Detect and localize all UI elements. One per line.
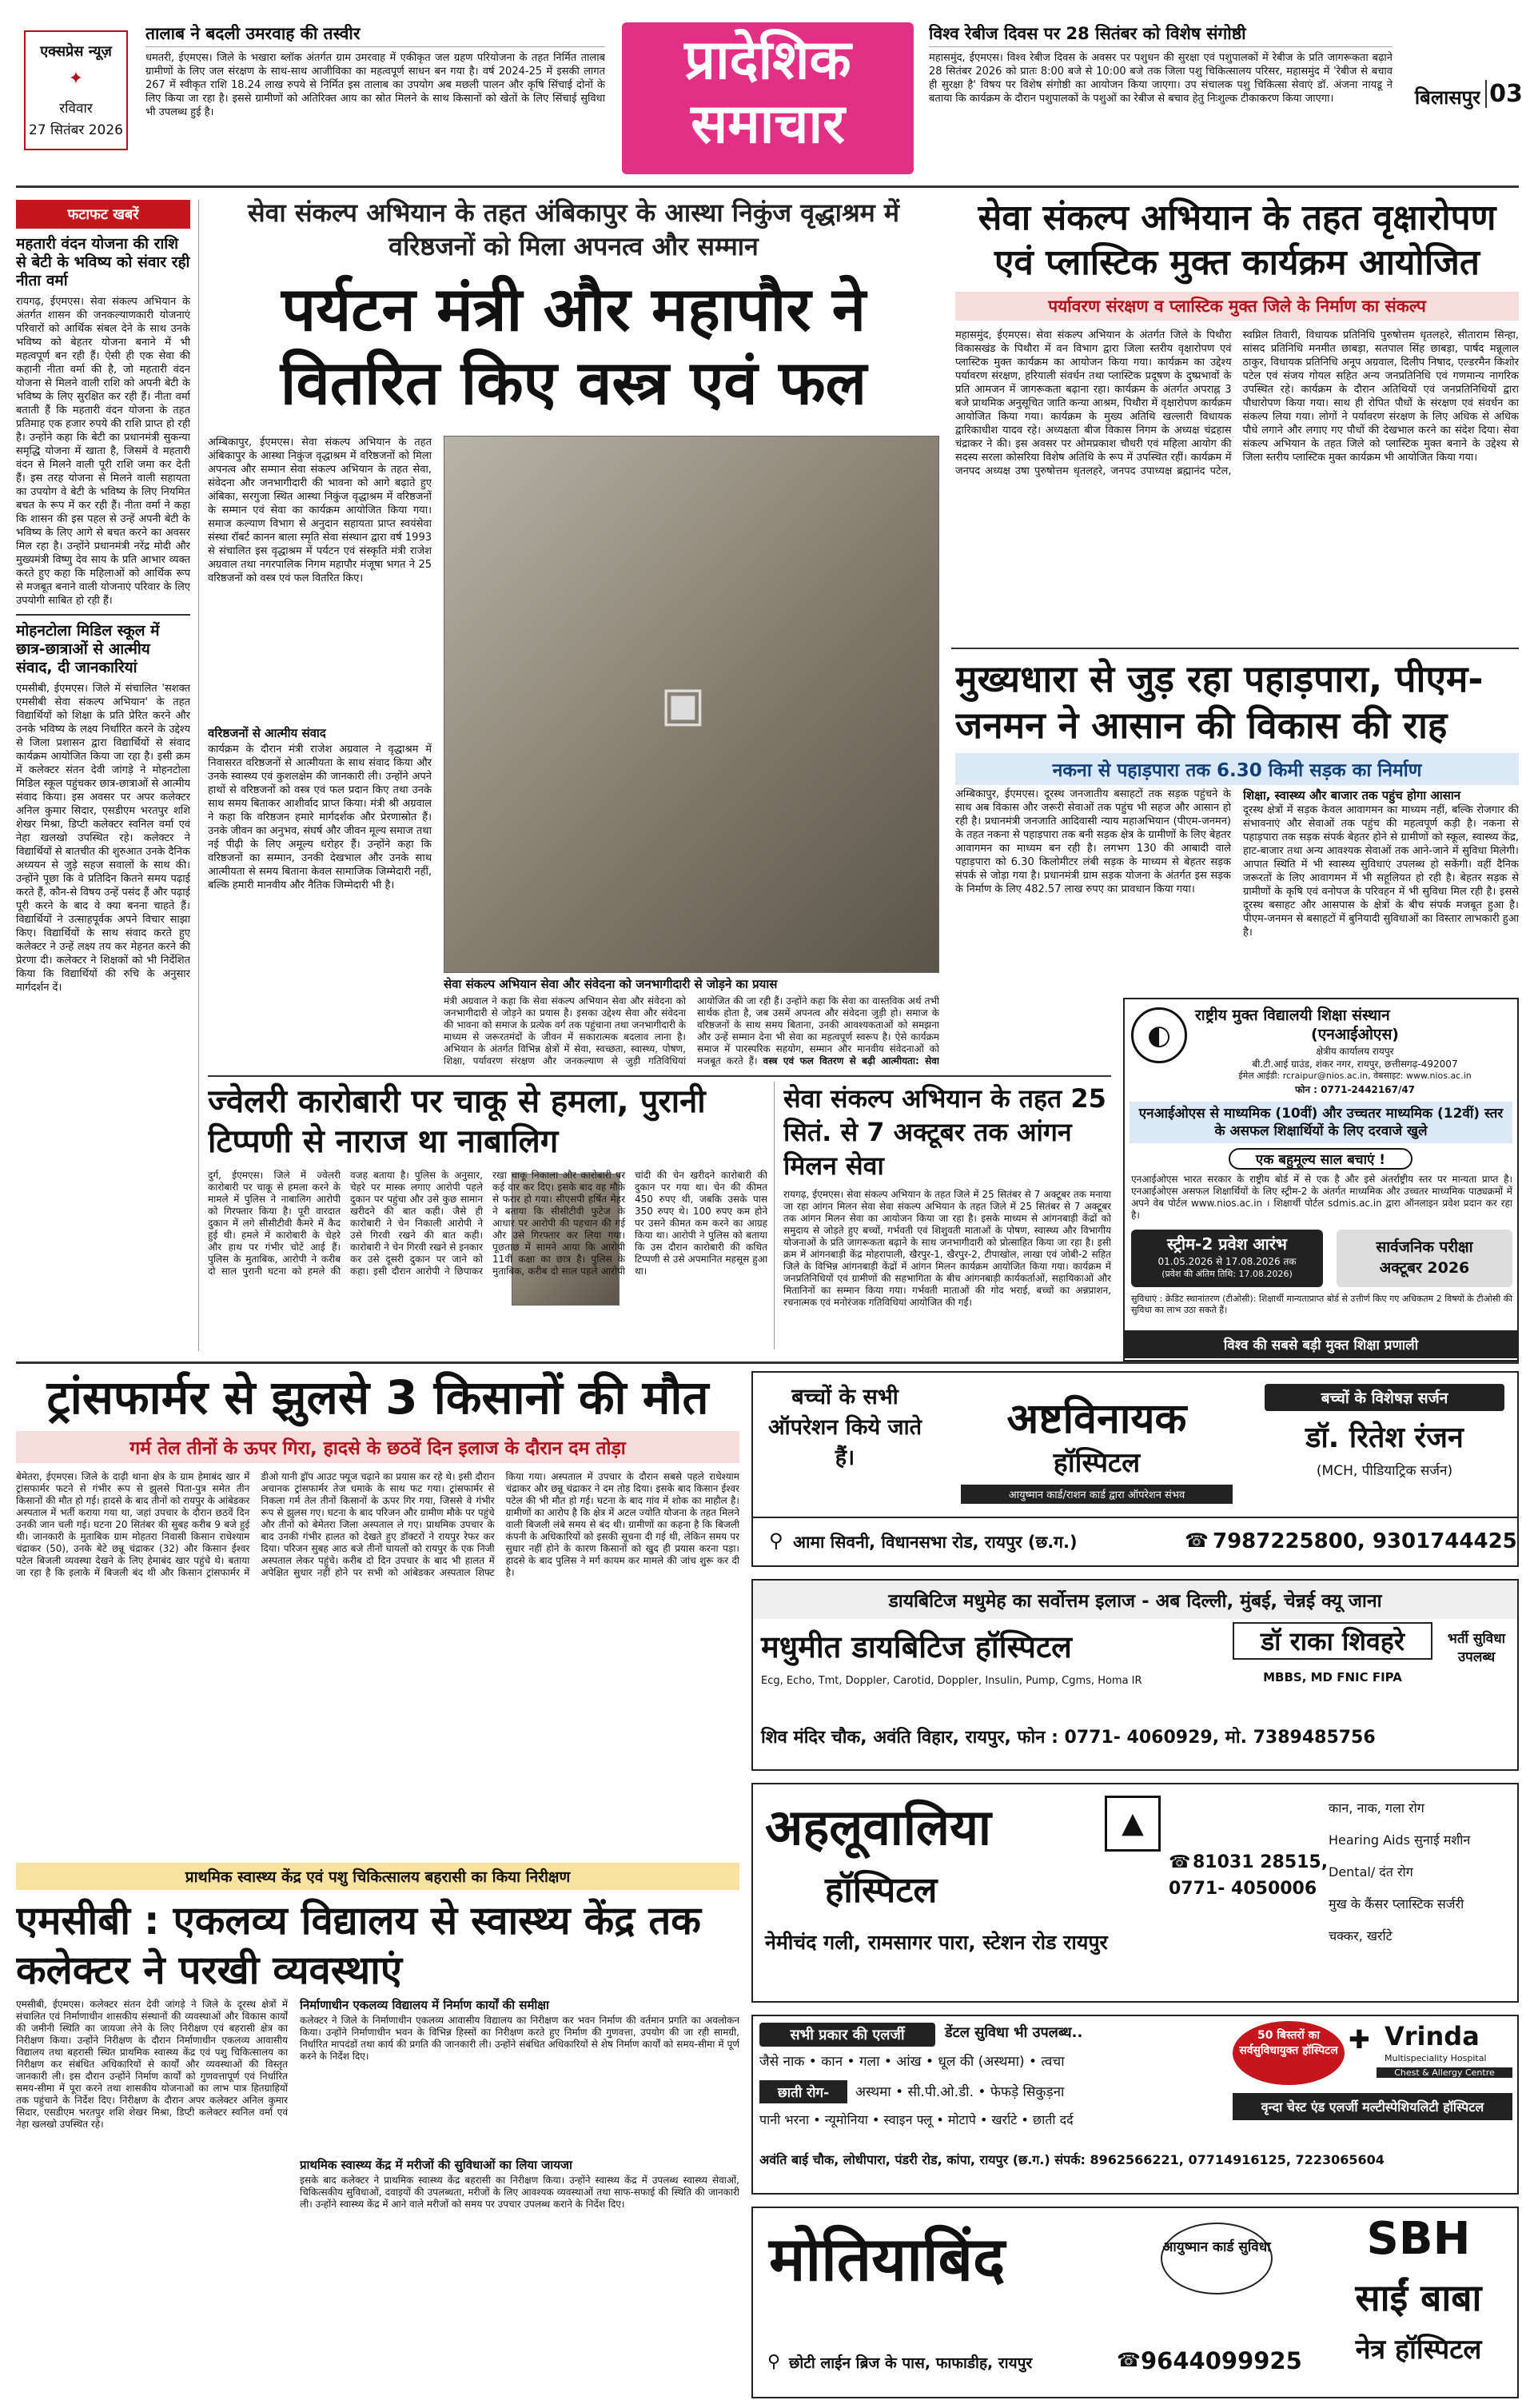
story7-kicker: प्राथमिक स्वास्थ्य केंद्र एवं पशु चिकित्सालय बहरासी का किया निरीक्षण [16,1863,739,1890]
madhu-degree: MBBS, MD FNIC FIPA [1263,1670,1402,1684]
brief-right-text: महासमुंद, ईएमएस। विश्व रेबीज दिवस के अवसर पर पशुधन की सुरक्षा एवं पशुपालकों में रेबीज के प्रति जागरूकता बढ़ाने 28 सितंबर 2026 को प्रातः 8:00 बजे से 10:00 बजे तक जिला पशु चिकित्सालय परिसर, महासमुंद में 'रेबीज से बचाव ही सुरक्षा है' विषय पर विशेष संगोष्ठी का आयोजन किया जाएगा। उप संचालक पशु चिकित्सा सेवाएं डॉ. अंजना नायडू ने बताया कि कार्यक्रम के दौरान पशुपालकों के पशुओं का रेबीज से बचाव हेतु निःशुल्क टीकाकरण किया जाएगा। [929,52,1393,105]
brand-star-icon: ✦ [68,69,84,89]
vrinda-line3: पानी भरना • न्यूमोनिया • स्वाइन फ्लू • मोटापे • खर्राटे • छाती दर्द [759,2112,1074,2127]
fatafat-rule [198,200,199,1351]
ashta-left: बच्चों के सभी ऑपरेशन किये जाते हैं। [768,1385,922,1470]
vrinda-line1: जैसे नाक • कान • गला • आंख • धूल की (अस्थमा) • त्वचा [759,2054,1065,2070]
vrinda-beds: 50 बिस्तरों का सर्वसुविधायुक्त हॉस्पिटल [1233,2021,1345,2085]
story-durg [208,1082,767,1354]
brief-right-title: विश्व रेबीज दिवस पर 28 सितंबर को विशेष संगोष्ठी [929,24,1393,47]
ahlu-phone-icon: ☎ [1169,1852,1191,1872]
story1-body-3: वस्त्र एवं फल वितरण से बढ़ी आत्मीयता: सेवा [763,1055,939,1066]
top-brief-right [929,24,1393,168]
nios-banner: एनआईओएस से माध्यमिक (10वीं) और उच्चतर माध्यमिक (12वीं) स्तर के असफल शिक्षार्थियों के लिए दरवाजे खुले [1130,1102,1512,1143]
story2-headline: सेवा संकल्प अभियान के तहत वृक्षारोपण एवं प्लास्टिक मुक्त कार्यक्रम आयोजित [978,197,1496,283]
vrinda-allergy: सभी प्रकार की एलर्जी [759,2023,935,2047]
ashta-doctor: डॉ. रितेश रंजन [1305,1421,1464,1454]
ashta-degree: (MCH, पीडियाट्रिक सर्जन) [1316,1463,1453,1479]
fatafat-column [16,200,190,1355]
section-title-line2: समाचार [691,93,845,156]
ashta-card: आयुष्मान कार्ड/राशन कार्ड द्वारा ऑपरेशन संभव [961,1485,1233,1504]
nios-late: (प्रवेश की अंतिम तिथि: 17.08.2026) [1161,1269,1293,1279]
brief-left-title: तालाब ने बदली उमरवाह की तस्वीर [145,24,605,47]
story2-sub: पर्यावरण संरक्षण व प्लास्टिक मुक्त जिले के निर्माण का संकल्प [955,292,1519,321]
ahlu-service-5: चक्कर, खर्राटे [1329,1928,1393,1944]
story7-subhead1: निर्माणाधीन एकलव्य विद्यालय में निर्माण कार्यों की समीक्षा [300,1998,549,2012]
story7-subhead2: प्राथमिक स्वास्थ्य केंद्र में मरीजों की सुविधाओं का लिया जायजा [300,2158,572,2172]
madhu-name: मधुमीत डायबिटिज हॉस्पिटल [761,1629,1072,1664]
story-mcb [16,1863,739,2398]
page-number: 03 [1485,80,1525,108]
moti-address: छोटी लाईन ब्रिज के पास, फाफाडीह, रायपुर [789,2354,1033,2372]
section-title-line1: प्रादेशिक [684,29,851,92]
ashta-hosp: हॉस्पिटल [1053,1447,1141,1479]
ahlu-service-2: Hearing Aids सुनाई मशीन [1329,1832,1471,1848]
ashta-phone: 7987225800, 9301744425 [1213,1529,1517,1553]
vrinda-chest: छाती रोग- [759,2080,847,2103]
date-box [24,30,128,150]
vrinda-lung-icon: ✚ [1349,2024,1370,2055]
masthead-rule [16,185,1519,188]
ahlu-logo-icon: ▲ [1105,1796,1161,1852]
story4-headline: ज्वेलरी कारोबारी पर चाकू से हमला, पुरानी टिप्पणी से नाराज था नाबालिग [208,1083,706,1160]
story3-sub: नकना से पहाड़पारा तक 6.30 किमी सड़क का निर्माण [955,753,1519,785]
story1-subhead: वरिष्ठजनों से आत्मीय संवाद [208,726,326,740]
location-pin-icon: ⚲ [769,1529,783,1552]
story1-body: कार्यक्रम के दौरान मंत्री राजेश अग्रवाल ने वृद्धाश्रम में निवासरत वरिष्ठजनों से आत्मीयता के साथ संवाद किया और उनके स्वास्थ्य एवं कुशलक्षेम की जानकारी ली। उन्होंने अपने हाथों से वरिष्ठजनों को वस्त्र एवं फल प्रदान किए तथा उनके साथ समय बिताकर आशीर्वाद प्राप्त किया। मंत्री श्री अग्रवाल ने कहा कि वरिष्ठजन हमारे मार्गदर्शक और प्रेरणास्रोत हैं। उनके जीवन का अनुभव, संघर्ष और जीवन मूल्य समाज तथा नई पीढ़ी के लिए अमूल्य धरोहर हैं। उन्होंने कहा कि वरिष्ठजनों का सम्मान, उनकी देखभाल और उनके साथ आत्मीयता से समय बिताना केवल सामाजिक जिम्मेदारी नहीं, बल्कि हमारी मानवीय और नैतिक जिम्मेदारी भी है। [208,744,432,891]
vrinda-sub2: Chest & Allergy Centre [1377,2067,1512,2078]
story4-5-rule [774,1082,775,1350]
story-aangan [783,1082,1111,1354]
story5-headline: सेवा संकल्प अभियान के तहत 25 सितं. से 7 अक्टूबर तक आंगन मिलन सेवा [783,1083,1106,1181]
story1-intro: अम्बिकापुर, ईएमएस। सेवा संकल्प अभियान के तहत अंबिकापुर के आस्था निकुंज वृद्धाश्रम में वरिष्ठजनों को मिला अपनत्व और सम्मान सेवा संकल्प अभियान के तहत सेवा, संवेदना और जनभागीदारी की भावना को आगे बढ़ाते हुए अंबिका, सरगुजा स्थित आस्था निकुंज वृद्धाश्रम में वरिष्ठजनों के सम्मान एवं सेवा का कार्यक्रम आयोजित किया गया। समाज कल्याण विभाग से अनुदान सहायता प्राप्त स्वयंसेवा संस्था रॉबर्ट कानन बाला स्मृति सेवा संस्थान द्वारा वर्ष 1993 से संचालित इस वृद्धाश्रम में पर्यटन एवं संस्कृति मंत्री राजेश अग्रवाल तथा नगरपालिक निगम महापौर मंजूषा भगत ने 25 वरिष्ठजनों को वस्त्र एवं फल वितरित किए। [208,437,432,584]
vrinda-address: अवंति बाई चौक, लोधीपारा, पंडरी रोड, कांपा, रायपुर (छ.ग.) संपर्क: 8962566221, 07714916125, 7223065604 [759,2152,1385,2167]
moti-card: आयुष्मान कार्ड सुविधा [1161,2223,1273,2294]
story6-body: बेमेतरा, ईएमएस। जिले के दाढ़ी थाना क्षेत्र के ग्राम हेमाबंद खार में ट्रांसफार्मर फटने से गंभीर रूप से झुलसे पिता-पुत्र समेत तीन किसानों की मौत हो गई। हादसे के बाद तीनों को रायपुर के आंबेडकर अस्पताल में भर्ती कराया गया था, जहां उपचार के दौरान छठवें दिन उनकी जान चली गई। घटना 20 सितंबर की सुबह करीब 9 बजे हुई थी। जानकारी के मुताबिक ग्राम मोहतरा निवासी किसान राधेश्याम चंद्राकर (50), उनके बेटे छन्नू चंद्राकर (32) और किसान ईश्वर पटेल बिजली व्यवस्था देखने के लिए हेमाबंद खार पहुंचे थे। बताया जा रहा है कि इलाके में बिजली बंद थी और किसान ट्रांसफार्मर में डीओ यानी ड्रॉप आउट फ्यूज चढ़ाने का प्रयास कर रहे थे। इसी दौरान अचानक ट्रांसफार्मर तेज धमाके के साथ फट गया। ट्रांसफार्मर से निकला गर्म तेल तीनों किसानों के ऊपर गिर गया, जिससे वे गंभीर रूप से झुलस गए। घटना के बाद परिजन और ग्रामीण मौके पर पहुंचे और तीनों को बेमेतरा जिला अस्पताल ले गए। प्राथमिक उपचार के बाद उनकी गंभीर हालत को देखते हुए डॉक्टरों ने रायपुर रेफर कर दिया। परिजन सुबह आठ बजे तीनों घायलों को रायपुर के एक निजी अस्पताल लेकर पहुंचे। करीब दो दिन उपचार के बाद भी हालत में अपेक्षित सुधार नहीं होने पर सभी को आंबेडकर अस्पताल शिफ्ट किया गया। अस्पताल में उपचार के दौरान सबसे पहले राधेश्याम चंद्राकर और छन्नू चंद्राकर ने दम तोड़ दिया। इसके बाद किसान ईश्वर पटेल की भी मौत हो गई। घटना के बाद गांव में शोक का माहौल है। ग्रामीणों का आरोप है कि क्षेत्र में अटल ज्योति योजना के तहत मिलने वाली बिजली लंबे समय से बंद थी। ग्रामीणों का कहना है कि बिजली कंपनी के अधिकारियों को इसकी सूचना दी गई थी, लेकिन समय पर सुधार नहीं होने के कारण किसानों को खुद ही प्रयास करना पड़ा। हादसे के बाद पुलिस ने मर्ग कायम कर मामले की जांच शुरू कर दी है। [16,1471,739,1578]
photo-placeholder-icon: ▣ [660,676,706,732]
fatafat-item1-title: महतारी वंदन योजना की राशि से बेटी के भविष्य को संवार रही नीता वर्मा [16,235,190,289]
madhu-banner: डायबिटिज मधुमेह का सर्वोत्तम इलाज - अब दिल्ली, मुंबई, चेन्नई क्यू जाना [753,1581,1517,1619]
nios-logo-icon: ◐ [1131,1007,1187,1063]
fatafat-item2-title: मोहनटोला मिडिल स्कूल में छात्र-छात्राओं से आत्मीय संवाद, दी जानकारियां [16,622,160,676]
story3-body-2: दूरस्थ क्षेत्रों में सड़क केवल आवागमन का माध्यम नहीं, बल्कि रोजगार की संभावनाएं और सेवाओं तक पहुंच की महत्वपूर्ण कड़ी है। नकना से पहाड़पारा तक सड़क संपर्क बेहतर होने से ग्रामीणों को स्कूल, स्वास्थ्य केंद्र, हाट-बाजार तथा अन्य आवश्यक सेवाओं तक आने-जाने में सुविधा मिलेगी। आपात स्थिति में भी स्वास्थ्य सुविधाएं उपलब्ध हो सकेंगी। वहीं दैनिक जरूरतों के लिए आवागमन में भी सहूलियत हो रही है। बेहतर सड़क से ग्रामीणों के कृषि एवं वनोपज के परिवहन में भी सुविधा मिल रही है। इससे दूरस्थ बसाहट और आसपास के क्षेत्रों के बीच संपर्क मजबूत हुआ है। पीएम-जनमन से बसाहटों में बुनियादी सुविधाओं का विस्तार लाभकारी हुआ है। [1243,804,1519,939]
mid-rule [16,1361,1519,1364]
vrinda-line2: अस्थमा • सी.पी.ओ.डी. • फेफड़े सिकुड़ना [855,2084,1065,2100]
story-paharpara [955,656,1519,975]
story-transformer [16,1369,739,1912]
nios-exam: सार्वजनिक परीक्षा [1376,1238,1473,1256]
nios-phone: फोन : 0771-2442167/47 [1294,1084,1416,1095]
story7-body-2: कलेक्टर ने जिले के निर्माणाधीन एकलव्य आवासीय विद्यालय का निरीक्षण कर भवन निर्माण की वर्तमान प्रगति का अवलोकन किया। उन्होंने निर्माणाधीन भवन के विभिन्न हिस्सों का निरीक्षण करते हुए निर्माण की गुणवत्ता, उपयोग की जा रही सामग्री, निर्धारित मापदंडों तथा कार्य की प्रगति की जानकारी ली। उन्होंने संबंधित अधिकारियों से शेष निर्माण कार्यों को समय-सीमा में पूर्ण करने के निर्देश दिए। [300,2015,739,2062]
story1-photo [444,436,939,973]
ad-motiyabind [751,2207,1519,2398]
moti-location-icon: ⚲ [767,2352,781,2372]
ashta-address: आमा सिवनी, विधानसभा रोड, रायपुर (छ.ग.) [793,1533,1078,1552]
story1-body-2: मंत्री अग्रवाल ने कहा कि सेवा संकल्प अभियान सेवा और संवेदना को जनभागीदारी से जोड़ने का प्रयास है। इसका उद्देश्य सेवा और संवेदना की भावना को समाज के प्रत्येक वर्ग तक पहुंचाना तथा जनभागीदारी के माध्यम से जरूरतमंदों के जीवन में सकारात्मक बदलाव लाना है। अभियान के अंतर्गत विभिन्न क्षेत्रों में सेवा, स्वच्छता, स्वास्थ्य, पोषण, शिक्षा, पर्यावरण संरक्षण और जनकल्याण से जुड़ी गतिविधियां आयोजित की जा रही हैं। उन्होंने कहा कि सेवा का वास्तविक अर्थ तभी सार्थक होता है, जब उसमें अपनत्व और संवेदना जुड़ी हो। समाज के वरिष्ठजनों के साथ समय बिताना, उनकी आवश्यकताओं को समझना और उन्हें सम्मान देना भी सेवा का महत्वपूर्ण स्वरूप है। ऐसे कार्यक्रम समाज में पारस्परिक सहयोग, सम्मान और मानवीय संवेदनाओं को मजबूत करते हैं। [444,995,939,1066]
story1-headline: पर्यटन मंत्री और महापौर ने वितरित किए वस्त्र एवं फल [280,273,867,418]
sai-logo: SBH [1366,2213,1471,2265]
ahlu-phone2: 0771- 4050006 [1169,1879,1317,1899]
nios-office: क्षेत्रीय कार्यालय रायपुर [1316,1046,1394,1057]
vrinda-name: Vrinda [1385,2021,1480,2051]
ahlu-phone1: 81031 28515, [1193,1852,1329,1872]
issue-day: रविवार [59,101,93,117]
story7-headline: एमसीबी : एकलव्य विद्यालय से स्वास्थ्य केंद्र तक कलेक्टर ने परखी व्यवस्थाएं [16,1898,701,1993]
fatafat-item1-text: रायगढ़, ईएमएस। सेवा संकल्प अभियान के अंतर्गत शासन की जनकल्याणकारी योजनाएं परिवारों को आर्थिक संबल देने के साथ उनके भविष्य को बेहतर योजना बनाने में भी महत्वपूर्ण बन रही हैं। ऐसी ही एक सेवा की कहानी नीता वर्मा की है, जो महतारी वंदन योजना से मिलने वाली राशि को अपनी बेटी के भविष्य के लिए सुरक्षित कर रही हैं। नीता वर्मा बताती हैं कि महतारी वंदन योजना के तहत प्रतिमाह एक हजार रुपये की राशि प्राप्त हो रही है। उन्होंने कहा कि बेटी का प्रधानमंत्री सुकन्या समृद्धि योजना में खाता है, जिसमें वे महतारी वंदन से मिलने वाली पूरी राशि जमा कर देती हैं। इस तरह योजना से मिलने वाली सहायता का उपयोग वे बेटी के भविष्य के लिए नियमित बचत के रूप में कर रही हैं। नीता वर्मा ने कहा कि शासन की इस पहल से उन्हें अपनी बेटी के भविष्य के लिए आगे से बचत करने का अवसर मिल रहा है। उन्होंने प्रधानमंत्री नरेंद्र मोदी और मुख्यमंत्री विष्णु देव साय के प्रति आभार व्यक्त करते हुए कहा कि महिलाओं को आर्थिक रूप से मजबूत बनाने वाली योजनाएं परिवार के लिए उपयोगी साबित हो रही हैं। [16,296,190,607]
madhu-services: Ecg, Echo, Tmt, Doppler, Carotid, Doppler, Insulin, Pump, Cgms, Homa IR [761,1675,1142,1687]
ahlu-address: नेमीचंद गली, रामसागर पारा, स्टेशन रोड रायपुर [765,1931,1108,1954]
nios-opportunity: एक बहुमूल्य साल बचाएं ! [1229,1148,1412,1170]
story3-headline: मुख्यधारा से जुड़ रहा पहाड़पारा, पीएम-जनमन ने आसान की विकास की राह [955,657,1484,747]
section-banner [622,22,914,174]
brand-name: एक्सप्रेस न्यूज़ [40,43,112,60]
nios-email: ईमेल आईडी: rcraipur@nios.ac.in, वेबसाइट: www.nios.ac.in [1238,1070,1472,1081]
story4-rule [208,1075,1111,1077]
nios-exam-month: अक्टूबर 2026 [1379,1259,1470,1277]
masthead [0,0,1534,185]
ahlu-services [1329,1792,1512,1952]
nios-dates: 01.05.2026 से 17.08.2026 तक [1157,1256,1297,1267]
fatafat-divider [16,614,190,616]
nios-stream-box [1131,1230,1323,1287]
ad-ahluwalia [751,1783,1519,2003]
moti-phone: 9644099925 [1141,2347,1302,2374]
nios-stream: स्ट्रीम-2 प्रवेश आरंभ [1167,1234,1287,1254]
story1-kicker: सेवा संकल्प अभियान के तहत अंबिकापुर के आस्था निकुंज वृद्धाश्रम में वरिष्ठजनों को मिला अपनत्व और सम्मान [247,197,900,261]
moti-phone-icon: ☎ [1117,2349,1141,2371]
story3-subhead: शिक्षा, स्वास्थ्य और बाजार तक पहुंच होगा आसान [1243,788,1461,803]
ahlu-hosp: हॉस्पिटल [825,1870,938,1911]
madhu-doctor: डॉ राका शिवहरे [1233,1622,1432,1660]
madhu-address: शिव मंदिर चौक, अवंति विहार, रायपुर, फोन : 0771- 4060929, मो. 7389485756 [761,1728,1376,1748]
issue-date: 27 सितंबर 2026 [29,122,123,138]
sai-name: साईं बाबा [1355,2276,1482,2319]
ahlu-service-4: मुख के कैंसर प्लास्टिक सर्जरी [1329,1896,1464,1912]
story6-headline: ट्रांसफार्मर से झुलसे 3 किसानों की मौत [46,1370,709,1425]
ashta-spec: बच्चों के विशेषज्ञ सर्जन [1265,1384,1504,1411]
nios-abbr: (एनआईओएस) [1311,1026,1399,1043]
sai-hosp: नेत्र हॉस्पिटल [1355,2334,1482,2366]
top-brief-left [145,24,605,168]
ashta-name: अष्टविनायक [1006,1395,1187,1443]
nios-exam-box [1337,1230,1512,1287]
ad-ashtavinayak [751,1371,1519,1567]
story5-body: रायगढ़, ईएमएस। सेवा संकल्प अभियान के तहत जिले में 25 सितंबर से 7 अक्टूबर तक मनाया जा रहा आंगन मिलन सेवा सेवा संकल्प अभियान के तहत जिले में 25 सितंबर से 7 अक्टूबर तक आंगन मिलन सेवा का आयोजन किया जा रहा है। इसके माध्यम से आंगनबाड़ी केंद्रों को समुदाय से जोड़ते हुए बच्चों, गर्भवती एवं शिशुवती माताओं के पोषण, स्वास्थ्य और विभागीय योजनाओं के प्रति जागरूकता बढ़ाने के साथ जनभागीदारी को प्रोत्साहित किया जा रहा है। इसी क्रम में आंगनबाड़ी केंद्र मोहरापाली, खैरपुर-1, खैरपुर-2, टीपाखोल, लाखा एवं जोबी-2 सहित जिले के विभिन्न आंगनबाड़ी केंद्रों में आंगन मिलन कार्यक्रम आयोजित किया गया। कार्यक्रम में जनप्रतिनिधियों एवं ग्रामीणों की सहभागिता के बीच आंगनबाड़ी कार्यकर्ताओं, सहायिकाओं और मितानिनों का सम्मान किया गया। गर्भवती माताओं की गोद भराई, बच्चों का अन्नप्राशन, रचनात्मक एवं मनोरंजक गतिविधियां आयोजित की गईं। [783,1189,1111,1308]
story-ambikapur [208,196,939,1031]
vrinda-dental: डेंटल सुविधा भी उपलब्ध.. [945,2024,1083,2041]
phone-icon: ☎ [1185,1529,1209,1552]
vrinda-sub: Multispeciality Hospital [1385,2053,1487,2063]
story1-caption: सेवा संकल्प अभियान सेवा और संवेदना को जनभागीदारी से जोड़ने का प्रयास [444,977,778,991]
story4-body: दुर्ग, ईएमएस। जिले में ज्वेलरी कारोबारी पर चाकू से हमला करने के मामले में पुलिस ने नाबालिग आरोपी को गिरफ्तार किया है। पूरी वारदात दुकान में लगे सीसीटीवी कैमरे में कैद हुई थी। हमले में कारोबारी के चेहरे और हाथ पर गंभीर चोटें आई हैं। पुलिस के मुताबिक, आरोपी ने करीब दो साल पुरानी घटना को हमले की वजह बताया है। पुलिस के अनुसार, चेहरे पर मास्क लगाए आरोपी पहले दुकान पर पहुंचा और उसे कुछ सामान खरीदने की बात कही। जैसे ही कारोबारी ने चेन निकाली आरोपी ने उसे गिरवी रखने की बात कही। कारोबारी ने चेन गिरवी रखने से इनकार कर उसे दूसरी दुकान पर जाने को कहा। इसी दौरान आरोपी ने छिपाकर रखा चाकू निकाला और कारोबारी पर कई वार कर दिए। इसके बाद वह मौके से फरार हो गया। सीएसपी हर्षित मेहर ने बताया कि सीसीटीवी फुटेज के आधार पर आरोपी की पहचान की गई और उसे गिरफ्तार कर लिया गया। पूछताछ में सामने आया कि आरोपी 11वीं कक्षा का छात्र है। पुलिस के मुताबिक, करीब दो साल पहले आरोपी चांदी की चेन खरीदने कारोबारी की दुकान पर गया था। चेन की कीमत 450 रुपए थी, जबकि उसके पास 350 रुपए थे। 100 रुपए कम होने पर उसने कीमत कम करने का आग्रह किया था। आरोपी ने पुलिस को बताया कि उस दौरान कारोबारी की कथित टिप्पणी से उसे अपमानित महसूस हुआ था। [208,1170,767,1277]
story2-body: महासमुंद, ईएमएस। सेवा संकल्प अभियान के अंतर्गत जिले के पिथौरा विकासखंड के पिथौरा में वन विभाग द्वारा जिला स्तरीय वृक्षारोपण एवं प्लास्टिक मुक्त कार्यक्रम का आयोजन किया गया। कार्यक्रम का उद्देश्य पर्यावरण संरक्षण, हरियाली संवर्धन तथा प्लास्टिक प्रदूषण के दुष्प्रभावों के प्रति आमजन में जागरूकता बढ़ाना रहा। कार्यक्रम के अंतर्गत अपराह्न 3 बजे प्राथमिक अनुसूचित जाति कन्या आश्रम, पिथौरा में वृक्षारोपण कार्यक्रम आयोजित किया गया। कार्यक्रम के मुख्य अतिथि खल्लारी विधायक द्वारिकाधीश यादव रहे। अध्यक्षता बीज विकास निगम के अध्यक्ष चंद्रहास चंद्राकर ने की। इस अवसर पर ओमप्रकाश चौधरी एवं महिला आयोग की सदस्य सरला कोसरिया विशेष अतिथि के रूप में उपस्थित रहीं। कार्यक्रम में जनपद अध्यक्ष उषा पुरुषोत्तम धृतलहरे, जनपद उपाध्यक्ष ब्रह्मानंद पटेल, स्वप्निल तिवारी, विधायक प्रतिनिधि पुरुषोत्तम धृतलहरे, सीताराम सिन्हा, सांसद प्रतिनिधि मनमीत छाबड़ा, सतपाल सिंह छाबड़ा, पार्षद मन्नूलाल ठाकुर, विधायक प्रतिनिधि अनूप अग्रवाल, दिलीप निषाद, एल्डरमैन किशोर पटेल एवं संजय गोयल सहित अन्य जनप्रतिनिधि एवं गणमान्य नागरिक उपस्थित रहे। कार्यक्रम के दौरान अतिथियों एवं जनप्रतिनिधियों द्वारा पौधारोपण किया गया। साथ ही रोपित पौधों के संरक्षण एवं संवर्धन का संकल्प लिया गया। लोगों ने पर्यावरण संरक्षण के लिए अधिक से अधिक पौधे लगाने और लगाए गए पौधों की देखभाल करने का संदेश दिया। सेवा संकल्प अभियान के तहत जिले को प्लास्टिक मुक्त बनाने के उद्देश्य से जिला स्तरीय प्लास्टिक मुक्त कार्यक्रम भी आयोजित किया गया। [955,329,1519,477]
brief-left-text: धमतरी, ईएमएस। जिले के भखारा ब्लॉक अंतर्गत ग्राम उमरवाह में एकीकृत जल ग्रहण परियोजना के तहत निर्मित तालाब ग्रामीणों के लिए जल संरक्षण के साथ-साथ आजीविका का महत्वपूर्ण साधन बन गया है। वर्ष 2024-25 में इसकी लागत 267 में स्वीकृत राशि 18.24 लाख रुपये से निर्मित इस तालाब का उपयोग अब मछली पालन और कृषि सिंचाई दोनों के लिए किया जा रहा है। इससे ग्रामीणों को अतिरिक्त आय का स्रोत मिलने के साथ किसानों को खेतों के लिए सिंचाई सुविधा भी उपलब्ध हुई है। [145,52,605,118]
story6-sub: गर्म तेल तीनों के ऊपर गिरा, हादसे के छठवें दिन इलाज के दौरान दम तोड़ा [16,1431,739,1463]
ahlu-name: अहलूवालिया [765,1798,991,1856]
ashta-footer [753,1517,1517,1565]
story1-continued [444,995,939,1074]
fatafat-label: फटाफट खबरें [16,200,190,229]
ad-nios [1123,998,1519,1361]
moti-title: मोतियाबिंद [769,2223,1006,2294]
story-vriksharopan [955,196,1519,648]
fatafat-item2-text: एमसीबी, ईएमएस। जिले में संचालित 'सशक्त एमसीबी सेवा संकल्प अभियान' के तहत विद्यार्थियों को शिक्षा के प्रति प्रेरित करने और उनके भविष्य के लक्ष्य निर्धारित करने के उद्देश्य से जिला प्रशासन द्वारा विद्यार्थियों से संवाद कार्यक्रम आयोजित किया जा रहा है। इसी क्रम में कलेक्टर संतन देवी जांगड़े ने मोहनटोला मिडिल स्कूल पहुंचकर छात्र-छात्राओं से आत्मीय संवाद किया। इस अवसर पर अपर कलेक्टर अनिल कुमार सिदार, एसडीएम भरतपुर शशि शेखर मिश्रा, डिप्टी कलेक्टर स्वनिल वर्मा एवं नेहा खलखो उपस्थित रहे। कलेक्टर ने विद्यार्थियों से बातचीत की शुरुआत उनके दैनिक अध्ययन से जुड़े सहज सवालों के साथ की। उन्होंने पूछा कि वे प्रतिदिन कितने समय पढ़ाई करते हैं, कौन-से विषय उन्हें पसंद हैं और पढ़ाई पूरी करने के बाद वे क्या बनना चाहते हैं। विद्यार्थियों ने उत्साहपूर्वक अपने विचार साझा किए। विद्यार्थियों के साथ संवाद करते हुए कलेक्टर ने उन्हें लक्ष्य तय कर मेहनत करने की प्रेरणा दी। कलेक्टर ने शिक्षकों को भी निर्देशित किया कि विद्यार्थियों की रुचि के अनुसार मार्गदर्शन दें। [16,683,190,994]
ad-madhumeet [751,1579,1519,1771]
ad-vrinda [751,2015,1519,2195]
ahlu-service-1: कान, नाक, गला रोग [1329,1800,1424,1816]
city-name: बिलासपुर [1414,86,1480,109]
story3-body: अम्बिकापुर, ईएमएस। दूरस्थ जनजातीय बसाहटों तक सड़क पहुंचने के साथ अब विकास और जरूरी सेवाओं तक पहुंच भी सहज और आसान हो रही है। प्रधानमंत्री जनजाति आदिवासी न्याय महाअभियान (पीएम-जनमन) के तहत नकना से पहाड़पारा तक बनी सड़क क्षेत्र के ग्रामीणों के लिए बेहतर आवागमन का माध्यम बन रही है। लगभग 130 की आबादी वाले पहाड़पारा को 6.30 किलोमीटर लंबी सड़क के माध्यम से बेहतर सड़क संपर्क से जोड़ा गया है। प्रधानमंत्री ग्राम सड़क योजना के अंतर्गत इस सड़क के निर्माण के लिए 482.57 लाख रुपए का प्रावधान किया गया। [955,788,1231,895]
madhu-admit: भर्ती सुविधा उपलब्ध [1447,1631,1506,1665]
nios-address: बी.टी.आई ग्राउंड, शंकर नगर, रायपुर, छत्तीसगढ़-492007 [1252,1058,1458,1070]
vrinda-hindi: वृन्दा चेस्ट एंड एलर्जी मल्टीस्पेशियलिटी हॉस्पिटल [1233,2093,1512,2120]
ahlu-service-3: Dental/ दंत रोग [1329,1864,1413,1880]
story7-body: एमसीबी, ईएमएस। कलेक्टर संतन देवी जांगड़े ने जिले के दूरस्थ क्षेत्रों में संचालित एवं निर्माणाधीन शासकीय संस्थानों की व्यवस्थाओं और विकास कार्यों की जमीनी स्थिति का जायजा लेने के लिए निरीक्षण एवं बहरासी क्षेत्र का निरीक्षण किया। उन्होंने निरीक्षण के दौरान निर्माणाधीन एकलव्य आवासीय विद्यालय तथा बहरासी स्थित प्राथमिक स्वास्थ्य केंद्र एवं पशु चिकित्सालय का निरीक्षण कर संबंधित अधिकारियों से कार्यों और व्यवस्थाओं की विस्तृत जानकारी ली। इस दौरान उन्होंने निर्माण कार्यों को गुणवत्तापूर्ण एवं निर्धारित समय-सीमा में पूरा करने तथा शासकीय योजनाओं का लाभ पात्र हितग्राहियों तक पहुंचाने के निर्देश दिए। निरीक्षण के दौरान अपर कलेक्टर अनिल कुमार सिदार, एसडीएम भरतपुर शशि शेखर मिश्रा, डिप्टी कलेक्टर स्वनिल वर्मा एवं नेहा खलखो उपस्थित रहे। [16,1999,288,2130]
story2-rule [951,648,1519,649]
nios-footer: विश्व की सबसे बड़ी मुक्त शिक्षा प्रणाली [1125,1330,1517,1358]
nios-title: राष्ट्रीय मुक्त विद्यालयी शिक्षा संस्थान [1195,1007,1390,1024]
story7-body-3: इसके बाद कलेक्टर ने प्राथमिक स्वास्थ्य केंद्र बहरासी का निरीक्षण किया। उन्होंने स्वास्थ्य केंद्र में उपलब्ध स्वास्थ्य सेवाओं, चिकित्सकीय सुविधाओं, दवाइयों की उपलब्धता, मरीजों के लिए आवश्यक व्यवस्थाओं तथा साफ-सफाई की स्थिति की जानकारी ली। उन्होंने स्वास्थ्य केंद्र में आने वाले मरीजों को समय पर उपचार उपलब्ध कराने के निर्देश दिए। [300,2175,739,2210]
nios-info: एनआईओएस भारत सरकार के राष्ट्रीय बोर्ड में से एक है और इसे अंतर्राष्ट्रीय स्तर पर मान्यता प्राप्त है। एनआईओएस असफल शिक्षार्थियों के लिए स्ट्रीम-2 के अंतर्गत माध्यमिक और उच्चतर माध्यमिक पाठ्यक्रमों में अपने वेब पोर्टल www.nios.ac.in । शिक्षार्थी पोर्टल sdmis.ac.in द्वारा ऑनलाइन प्रवेश प्रदान कर रहा है। [1131,1174,1512,1221]
nios-note: सुविधाएं : क्रेडिट स्थानांतरण (टीओसी): शिक्षार्थी मान्यताप्राप्त बोर्ड से उत्तीर्ण किए गए अधिकतम 2 विषयों के टीओसी की सुविधा का लाभ उठा सकते हैं। [1131,1294,1512,1315]
